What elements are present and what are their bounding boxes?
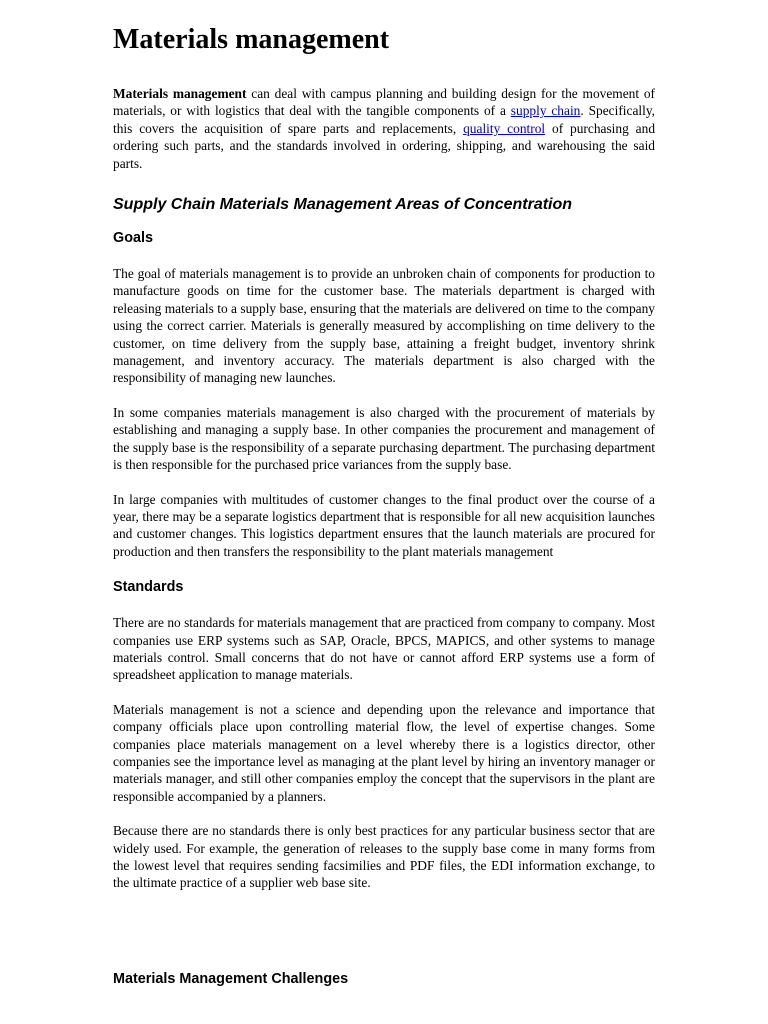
section-spacer xyxy=(113,892,655,970)
standards-heading: Standards xyxy=(113,579,184,596)
intro-text-1: can deal with campus planning and building design for the movement of materials, or with logistics that deal with the tangible components of a xyxy=(113,86,656,119)
quality-control-link[interactable]: quality control xyxy=(463,120,546,136)
goals-paragraph-3: In large companies with multitudes of customer changes to the final product over the course of a year, there may be a separate logistics department that is responsible for all new acquisition launches and customer changes. This logistics department ensures that the launch materials are procured for production and then transfers the responsibility to the plant materials management xyxy=(113,491,655,559)
article-body xyxy=(113,22,655,988)
page-title: Materials management xyxy=(113,24,390,55)
goals-paragraph-2: In some companies materials management is also charged with the procurement of materials by establishing and managing a supply base. In other companies the procurement and management of the supply base is the responsibility of a separate purchasing department. The purchasing department is then responsible for the purchased price variances from the supply base. xyxy=(113,404,655,473)
challenges-heading: Materials Management Challenges xyxy=(113,970,349,987)
intro-text-3: of purchasing and ordering such parts, and the standards involved in ordering, shipping, and warehousing the said parts. xyxy=(113,120,656,171)
section-heading: Supply Chain Materials Management Areas of Concentration xyxy=(113,196,573,214)
intro-paragraph xyxy=(113,85,655,172)
standards-paragraph-1: There are no standards for materials management that are practiced from company to company. Most companies use ERP systems such as SAP, Oracle, BPCS, MAPICS, and other systems to manage materials control. Small concerns that do not have or cannot afford ERP systems use a form of spreadsheet application to manage materials. xyxy=(113,615,655,683)
intro-text-2: . Specifically, this covers the acquisition of spare parts and replacements, xyxy=(113,103,656,136)
standards-paragraph-3: Because there are no standards there is only best practices for any particular business sector that are widely used. For example, the generation of releases to the supply base come in many forms from the lowest level that requires sending facsimilies and PDF files, the EDI information exchange, to the ultimate practice of a supplier web base site. xyxy=(113,823,655,891)
intro-bold-lead: Materials management xyxy=(113,86,247,101)
goals-heading: Goals xyxy=(113,230,153,247)
standards-paragraph-2: Materials management is not a science and depending upon the relevance and importance that company officials place upon controlling material flow, the level of expertise changes. Some companies place materials management on a level whereby there is a logistics director, other companies see the importance level as managing at the plant level by hiring an inventory manager or materials manager, and still other companies employ the concept that the supervisors in the plant are responsible accompanied by a planners. xyxy=(113,701,655,804)
supply-chain-link[interactable]: supply chain xyxy=(510,103,581,119)
goals-paragraph-1: The goal of materials management is to provide an unbroken chain of components for production to manufacture goods on time for the customer base. The materials department is charged with releasing materials to a supply base, ensuring that the materials are delivered on time to the company using the correct carrier. Materials is generally measured by accomplishing on time delivery to the customer, on time delivery from the supply base, attaining a freight budget, inventory shrink management, and inventory accuracy. The materials department is also charged with the responsibility of managing new launches. xyxy=(113,266,655,386)
